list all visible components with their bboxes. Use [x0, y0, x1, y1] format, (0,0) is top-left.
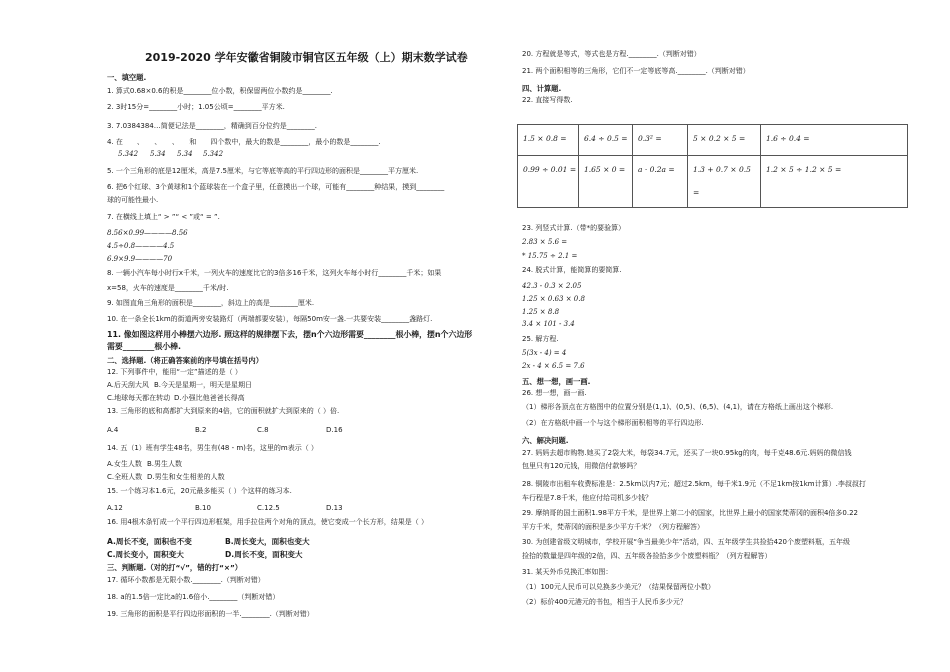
question-23-item: * 15.75 ÷ 2.1 = — [522, 252, 578, 260]
question-13-option-a: A.4 — [107, 426, 119, 434]
question-14: 14. 五（1）班有学生48名，男生有(48 - m)名，这里的m表示（ ） — [107, 444, 318, 452]
table-cell-equals: = — [693, 188, 700, 197]
table-cell: 1.6 ÷ 0.4 = — [761, 125, 908, 156]
question-1: 1. 算式0.68×0.6的积是________位小数，积保留两位小数约是________. — [107, 87, 333, 95]
question-13-option-c: C.8 — [257, 426, 269, 434]
question-12-option-d: D.小强比他爸爸长得高 — [174, 394, 245, 402]
question-3: 3. 7.0384384…简便记法是________，精确到百分位约是________. — [107, 122, 317, 130]
question-6-line-1: 6. 把6个红球、3个黄球和1个蓝球装在一个盒子里，任意摸出一个球，可能有________种结果，摸到________ — [107, 183, 445, 191]
table-cell: 5 × 0.2 × 5 = — [688, 125, 761, 156]
exam-title: 2019-2020 学年安徽省铜陵市铜官区五年级（上）期末数学试卷 — [145, 51, 468, 64]
question-16: 16. 用4根木条钉成一个平行四边形框架，用手拉住两个对角的顶点，使它变成一个长方形，结果是（ ） — [107, 518, 429, 526]
question-10: 10. 在一条全长1km的街道两旁安装路灯（两端都要安装），每隔50m安一盏.一共要安装________盏路灯. — [107, 315, 433, 323]
question-25-item: 5(3x - 4) = 4 — [522, 349, 567, 357]
question-20: 20. 方程就是等式，等式也是方程.________.（判断对错） — [522, 50, 701, 58]
question-14-option-b: B.男生人数 — [147, 460, 183, 468]
question-14-option-c: C.全班人数 — [107, 473, 143, 481]
table-cell: a · 0.2a = — [633, 156, 688, 208]
question-18: 18. a的1.5倍一定比a的1.6倍小.________（判断对错） — [107, 593, 280, 601]
question-6-line-2: 球的可能性最小. — [107, 196, 159, 204]
section-3-heading: 三、判断题.（对的打“√”，错的打“×”） — [107, 563, 243, 572]
question-24-item: 42.3 - 0.3 × 2.05 — [522, 282, 582, 290]
question-29-line-2: 平方千米，梵蒂冈的面积是多少平方千米？（列方程解答） — [522, 523, 704, 531]
question-29-line-1: 29. 摩纳哥的国土面积1.98平方千米，是世界上第二小的国家，比世界上最小的国家梵蒂冈的面积4倍多0.22 — [522, 509, 858, 517]
table-row — [518, 125, 908, 156]
section-1-heading: 一、填空题. — [107, 73, 147, 82]
table-cell: 0.3² = — [633, 125, 688, 156]
question-14-option-d: D.男生和女生相差的人数 — [147, 473, 225, 481]
question-27-line-2: 包里只有120元钱，用微信付款够吗？ — [522, 462, 641, 470]
question-4: 4. 在 、 、 、 和 四个数中，最大的数是________，最小的数是________. — [107, 138, 381, 146]
question-9: 9. 如图直角三角形的面积是________，斜边上的高是________厘米. — [107, 299, 315, 307]
table-row — [518, 156, 908, 208]
question-25-item: 2x - 4 × 6.5 = 7.6 — [522, 362, 585, 370]
question-26: 26. 想一想，画一画. — [522, 389, 587, 397]
question-31-part-1: （1）100元人民币可以兑换多少美元？（结果保留两位小数） — [522, 583, 715, 591]
question-5: 5. 一个三角形的底是12厘米，高是7.5厘米，与它等底等高的平行四边形的面积是________平方厘米. — [107, 167, 419, 175]
question-4-number: 5.342 — [203, 150, 224, 158]
table-cell: 0.99 ÷ 0.01 = — [518, 156, 579, 208]
question-31-part-2: （2）标价400元港元的书包，相当于人民币多少元？ — [522, 598, 687, 606]
question-12-option-a: A.后天刮大风 — [107, 381, 149, 389]
question-14-option-a: A.女生人数 — [107, 460, 142, 468]
question-11-line-2: 需要________根小棒. — [107, 342, 182, 351]
question-8-line-2: x=58，火车的速度是________千米/时. — [107, 284, 229, 292]
question-23-item: 2.83 × 5.6 = — [522, 238, 568, 246]
question-17: 17. 循环小数都是无限小数.________.（判断对错） — [107, 576, 265, 584]
question-22: 22. 直接写得数. — [522, 96, 573, 104]
question-12-option-b: B.今天是星期一，明天是星期日 — [154, 381, 253, 389]
question-28-line-2: 车行程是7.8千米，他应付给司机多少钱？ — [522, 494, 653, 502]
question-28-line-1: 28. 铜陵市出租车收费标准是：2.5km以内7元；超过2.5km，每千米1.9元（不足1km按1km计算）.李叔叔打 — [522, 480, 866, 488]
question-7-item: 8.56×0.99————8.56 — [107, 229, 188, 237]
question-7: 7. 在横线上填上“ > ”“ < ”或“ = ”. — [107, 213, 220, 221]
question-21: 21. 两个面积相等的三角形，它们不一定等底等高.________.（判断对错） — [522, 67, 750, 75]
question-4-number: 5.34 — [177, 150, 193, 158]
question-26-part-2: （2）在方格纸中画一个与这个梯形面积相等的平行四边形. — [522, 419, 704, 427]
question-19: 19. 三角形的面积是平行四边形面积的一半.________.（判断对错） — [107, 610, 314, 618]
question-8-line-1: 8. 一辆小汽车每小时行x千米，一列火车的速度比它的3倍多16千米，这列火车每小时行________千米；如果 — [107, 269, 442, 277]
question-24-item: 1.25 × 8.8 — [522, 308, 560, 316]
question-16-option-b: B.周长变大，面积也变大 — [225, 537, 310, 546]
mental-math-table — [517, 124, 908, 208]
question-13-option-b: B.2 — [195, 426, 207, 434]
table-cell: 1.2 × 5 ÷ 1.2 × 5 = — [761, 156, 908, 208]
question-7-item: 4.5÷0.8————4.5 — [107, 242, 175, 250]
table-cell-expression: 1.3 + 0.7 × 0.5 — [693, 165, 751, 174]
question-12-option-c: C.地球每天都在转动 — [107, 394, 171, 402]
question-15-option-d: D.13 — [326, 504, 343, 512]
question-24-item: 1.25 × 0.63 × 0.8 — [522, 295, 585, 303]
question-25: 25. 解方程. — [522, 335, 559, 343]
question-26-part-1: （1）梯形各顶点在方格图中的位置分别是(1,1)、(0,5)、(6,5)、(4,1)，请在方格纸上画出这个梯形. — [522, 403, 834, 411]
question-15-option-b: B.10 — [195, 504, 211, 512]
question-4-number: 5.34 — [150, 150, 166, 158]
question-7-item: 6.9×9.9————70 — [107, 255, 173, 263]
question-2: 2. 3时15分=________小时；1.05公顷=________平方米. — [107, 103, 285, 111]
table-cell: 6.4 ÷ 0.5 = — [579, 125, 633, 156]
table-cell: 1.65 × 0 = — [579, 156, 633, 208]
question-24: 24. 脱式计算，能简算的要简算. — [522, 266, 622, 274]
table-cell — [688, 156, 761, 208]
section-4-heading: 四、计算题. — [522, 84, 562, 93]
question-15-option-a: A.12 — [107, 504, 123, 512]
section-5-heading: 五、想一想，画一画. — [522, 377, 591, 386]
table-cell: 1.5 × 0.8 = — [518, 125, 579, 156]
question-15-option-c: C.12.5 — [257, 504, 280, 512]
question-23: 23. 列竖式计算.（带*的要验算） — [522, 224, 626, 232]
question-4-number: 5.342 — [118, 150, 139, 158]
section-6-heading: 六、解决问题. — [522, 436, 569, 445]
question-12: 12. 下列事件中，能用“一定”描述的是（ ） — [107, 368, 242, 376]
question-16-option-c: C.周长变小，面积变大 — [107, 550, 184, 559]
question-15: 15. 一个练习本1.6元，20元最多能买（ ）个这样的练习本. — [107, 487, 292, 495]
section-2-heading: 二、选择题.（将正确答案前的序号填在括号内） — [107, 356, 264, 365]
question-13: 13. 三角形的底和高都扩大到原来的4倍，它的面积就扩大到原来的（ ）倍. — [107, 407, 340, 415]
question-24-item: 3.4 × 101 - 3.4 — [522, 320, 575, 328]
question-16-option-a: A.周长不变，面积也不变 — [107, 537, 192, 546]
question-30-line-2: 捡拾的数量是四年级的2倍，四、五年级各捡拾多少个废塑料瓶？（列方程解答） — [522, 552, 772, 560]
question-27-line-1: 27. 妈妈去超市购物.她买了2袋大米，每袋34.7元，还买了一块0.95kg的肉，每千克48.6元.妈妈的微信钱 — [522, 449, 852, 457]
question-30-line-1: 30. 为创建省级文明城市，学校开展“争当最美少年”活动，四、五年级学生共捡拾420个废塑料瓶，五年级 — [522, 538, 850, 546]
question-13-option-d: D.16 — [326, 426, 343, 434]
question-16-option-d: D.周长不变，面积变大 — [225, 550, 303, 559]
question-31: 31. 某天外币兑换汇率如图： — [522, 568, 613, 576]
question-11-line-1: 11. 像如图这样用小棒摆六边形. 照这样的规律摆下去，摆n个六边形需要________根小棒，摆n个六边形 — [107, 330, 473, 339]
